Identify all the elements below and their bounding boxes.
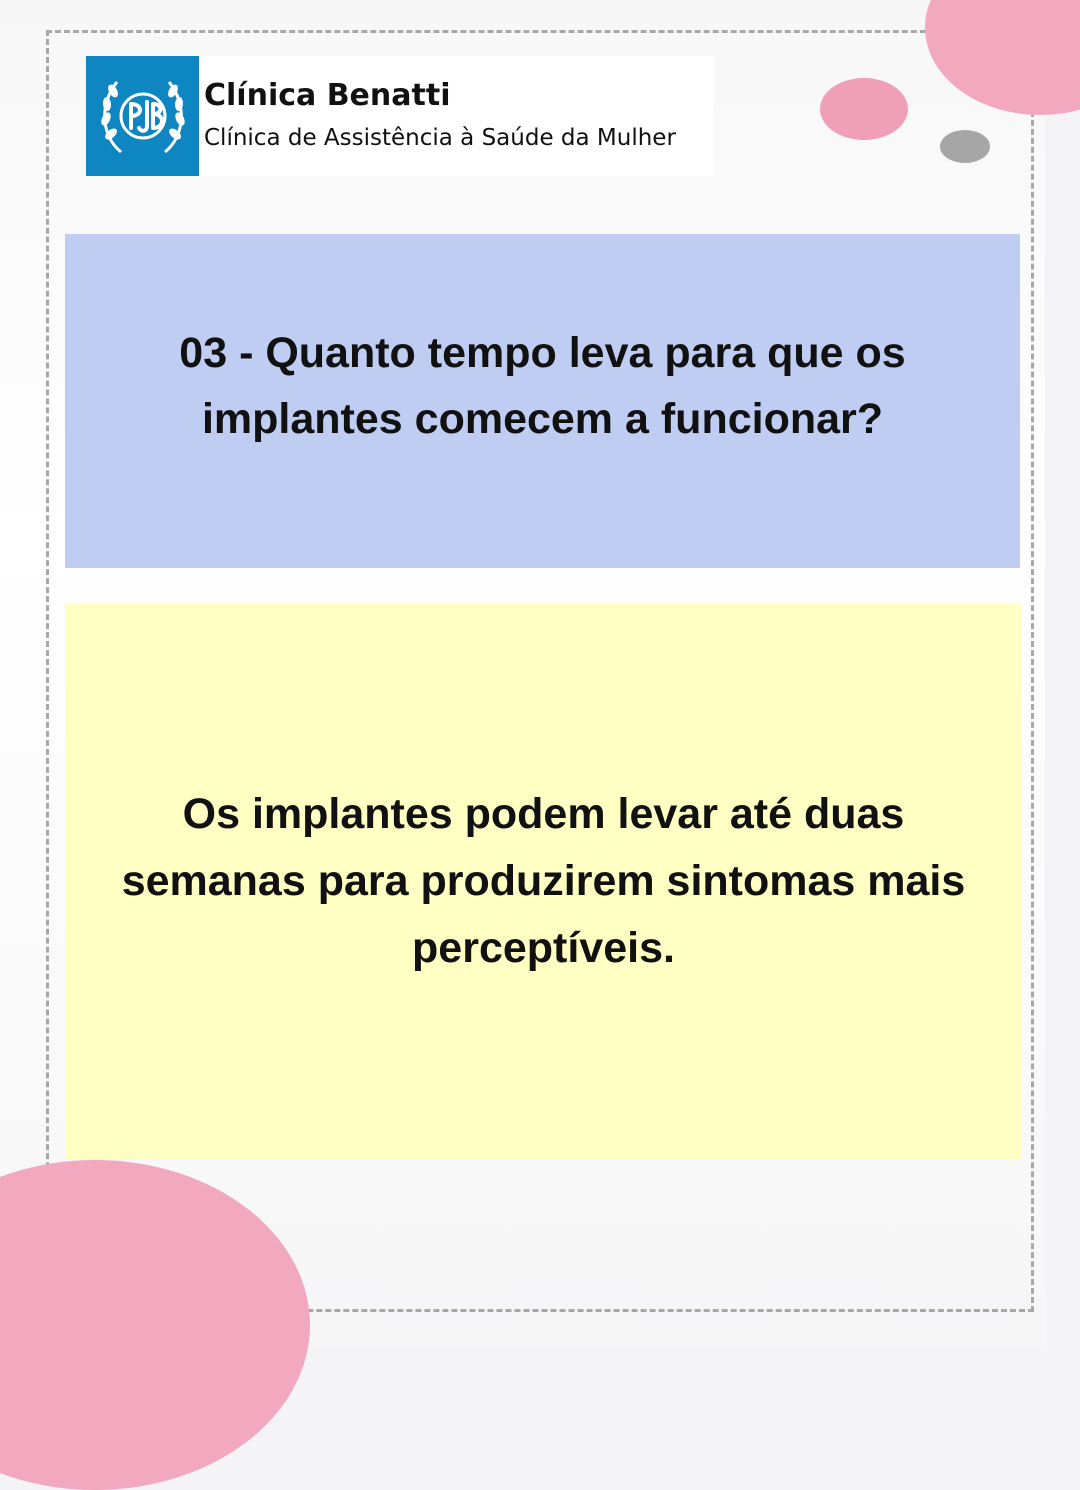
decor-circle-pink <box>820 78 908 140</box>
question-text: 03 - Quanto tempo leva para que os implantes comecem a funcionar? <box>179 329 906 443</box>
question-card <box>65 234 1020 568</box>
brand-text <box>204 74 676 158</box>
decor-circle-gray <box>940 130 990 163</box>
brand-logo <box>86 56 199 176</box>
brand-name: Clínica Benatti <box>204 78 451 113</box>
brand-tagline: Clínica de Assistência à Saúde da Mulher <box>204 125 676 151</box>
brand-header <box>86 56 714 176</box>
answer-card <box>65 603 1022 1160</box>
laurel-monogram-icon <box>91 64 195 168</box>
answer-text: Os implantes podem levar até duas semanas para produzirem sintomas mais perceptíveis. <box>121 790 966 972</box>
